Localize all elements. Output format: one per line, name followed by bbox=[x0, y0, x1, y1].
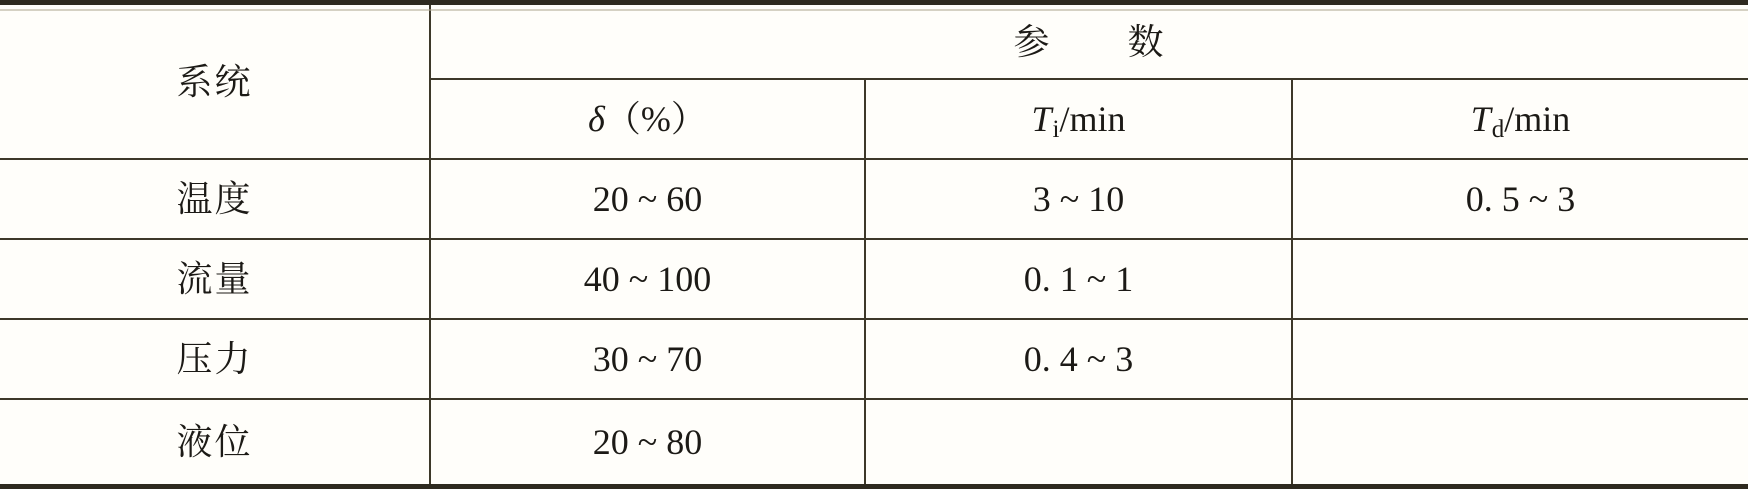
data-cell-temperature-td: 0. 5 ~ 3 bbox=[1293, 160, 1748, 240]
data-cell-flow-ti: 0. 1 ~ 1 bbox=[866, 240, 1293, 320]
td-symbol: T bbox=[1470, 99, 1491, 139]
data-cell-temperature-delta: 20 ~ 60 bbox=[431, 160, 866, 240]
ti-symbol: T bbox=[1031, 99, 1052, 139]
header-cell-system: 系统 bbox=[0, 5, 431, 160]
data-cell-flow-td bbox=[1293, 240, 1748, 320]
row-label-level: 液位 bbox=[0, 400, 431, 484]
data-cell-pressure-delta: 30 ~ 70 bbox=[431, 320, 866, 400]
data-cell-flow-delta: 40 ~ 100 bbox=[431, 240, 866, 320]
td-unit: /min bbox=[1504, 99, 1571, 139]
data-cell-pressure-ti: 0. 4 ~ 3 bbox=[866, 320, 1293, 400]
ti-subscript: i bbox=[1052, 115, 1060, 143]
data-cell-temperature-ti: 3 ~ 10 bbox=[866, 160, 1293, 240]
ti-unit: /min bbox=[1059, 99, 1126, 139]
td-subscript: d bbox=[1491, 115, 1505, 143]
data-cell-level-td bbox=[1293, 400, 1748, 484]
data-cell-level-ti bbox=[866, 400, 1293, 484]
data-cell-pressure-td bbox=[1293, 320, 1748, 400]
subheader-cell-ti bbox=[866, 80, 1293, 160]
row-label-temperature: 温度 bbox=[0, 160, 431, 240]
row-label-flow: 流量 bbox=[0, 240, 431, 320]
delta-unit: （%） bbox=[604, 99, 707, 139]
row-label-pressure: 压力 bbox=[0, 320, 431, 400]
subheader-cell-delta bbox=[431, 80, 866, 160]
subheader-cell-td bbox=[1293, 80, 1748, 160]
data-cell-level-delta: 20 ~ 80 bbox=[431, 400, 866, 484]
header-cell-parameters: 参 数 bbox=[431, 5, 1748, 80]
delta-symbol: δ bbox=[588, 99, 605, 139]
